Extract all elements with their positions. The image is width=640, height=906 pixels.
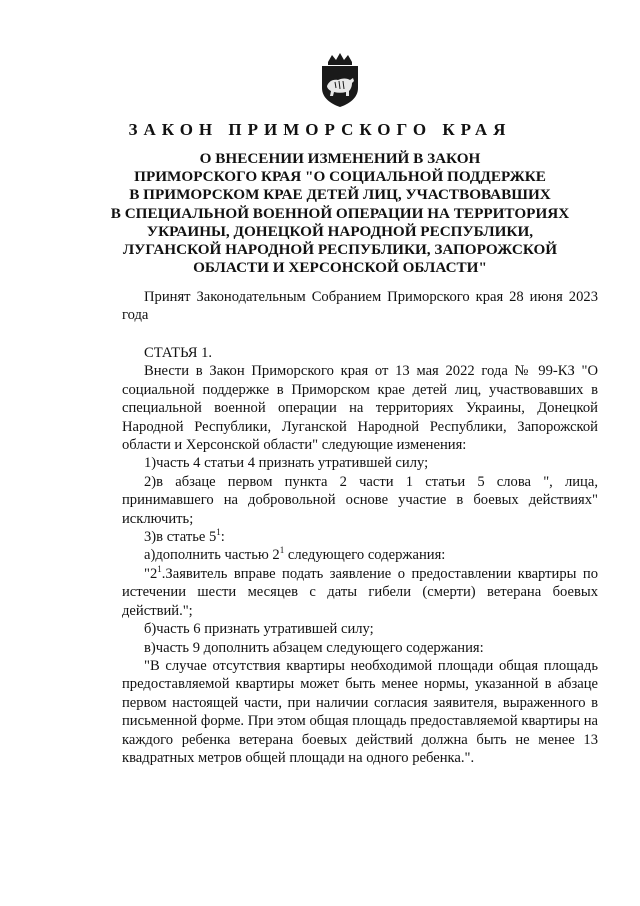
item-text: следующего содержания: bbox=[284, 547, 446, 564]
superscript: 1 bbox=[216, 527, 221, 538]
law-title: ЗАКОН ПРИМОРСКОГО КРАЯ bbox=[128, 120, 512, 139]
article-1 bbox=[122, 344, 598, 767]
article-item: 1)часть 4 статьи 4 признать утратившей силу; bbox=[144, 455, 429, 472]
article-item bbox=[122, 528, 598, 546]
article-item: 2)в абзаце первом пункта 2 части 1 статьи 5 слова ", лица, принимавшего на добровольной основе участие в боевых действиях" исключить; bbox=[122, 473, 598, 527]
superscript: 1 bbox=[279, 545, 285, 556]
article-subitem: в)часть 9 дополнить абзацем следующего содержания: bbox=[144, 639, 484, 656]
heading-line: ОБЛАСТИ И ХЕРСОНСКОЙ ОБЛАСТИ" bbox=[193, 259, 487, 277]
quoted-amendment bbox=[122, 565, 598, 620]
quote-text: .Заявитель вправе подать заявление о предоставлении квартиры по истечении шести месяцев с даты гибели (смерти) ветерана боевых действий."; bbox=[122, 565, 598, 619]
heading-line: О ВНЕСЕНИИ ИЗМЕНЕНИЙ В ЗАКОН bbox=[199, 150, 481, 167]
heading-line: В СПЕЦИАЛЬНОЙ ВОЕННОЙ ОПЕРАЦИИ НА ТЕРРИТОРИЯХ bbox=[110, 204, 570, 222]
heading-line: В ПРИМОРСКОМ КРАЕ ДЕТЕЙ ЛИЦ, УЧАСТВОВАВШИХ bbox=[129, 186, 551, 204]
heading-line: ПРИМОРСКОГО КРАЯ "О СОЦИАЛЬНОЙ ПОДДЕРЖКЕ bbox=[134, 168, 546, 186]
article-intro: Внести в Закон Приморского края от 13 мая 2022 года № 99-КЗ "О социальной поддержке в Приморском крае детей лиц, участвовавших в специальной военной операции на территориях Украины, Донецкой Народной Республики, Луганской Народной Республики, Запорожской области и Херсонской области" следующие изменения: bbox=[122, 363, 598, 454]
article-title: СТАТЬЯ 1. bbox=[144, 345, 213, 361]
item-text: а)дополнить частью 2 bbox=[144, 547, 280, 564]
item-text: 3)в статье 5 bbox=[144, 529, 217, 546]
heading-line: УКРАИНЫ, ДОНЕЦКОЙ НАРОДНОЙ РЕСПУБЛИКИ, bbox=[146, 222, 534, 240]
adoption-text: Принят Законодательным Собранием Приморского края 28 июня 2023 года bbox=[122, 289, 598, 324]
article-subitem bbox=[122, 546, 598, 564]
law-heading bbox=[95, 150, 585, 277]
adoption-note bbox=[122, 288, 598, 325]
quoted-amendment: "В случае отсутствия квартиры необходимой площади общая площадь предоставляемой квартиры может быть менее нормы, указанной в абзаце первом настоящей части, при наличии согласия заявителя, выраженного в письменной форме. При этом общая площадь предоставляемой квартиры на каждого ребенка ветерана боевых действий должна быть не менее 13 квадратных метров общей площади на одного ребенка.". bbox=[122, 657, 598, 766]
superscript: 1 bbox=[157, 564, 162, 575]
primorye-coat-of-arms-icon bbox=[318, 52, 362, 108]
article-subitem: б)часть 6 признать утратившей силу; bbox=[144, 621, 374, 638]
heading-line: ЛУГАНСКОЙ НАРОДНОЙ РЕСПУБЛИКИ, ЗАПОРОЖСКОЙ bbox=[122, 241, 558, 259]
quote-text: "2 bbox=[144, 565, 158, 582]
item-text: : bbox=[220, 529, 225, 546]
